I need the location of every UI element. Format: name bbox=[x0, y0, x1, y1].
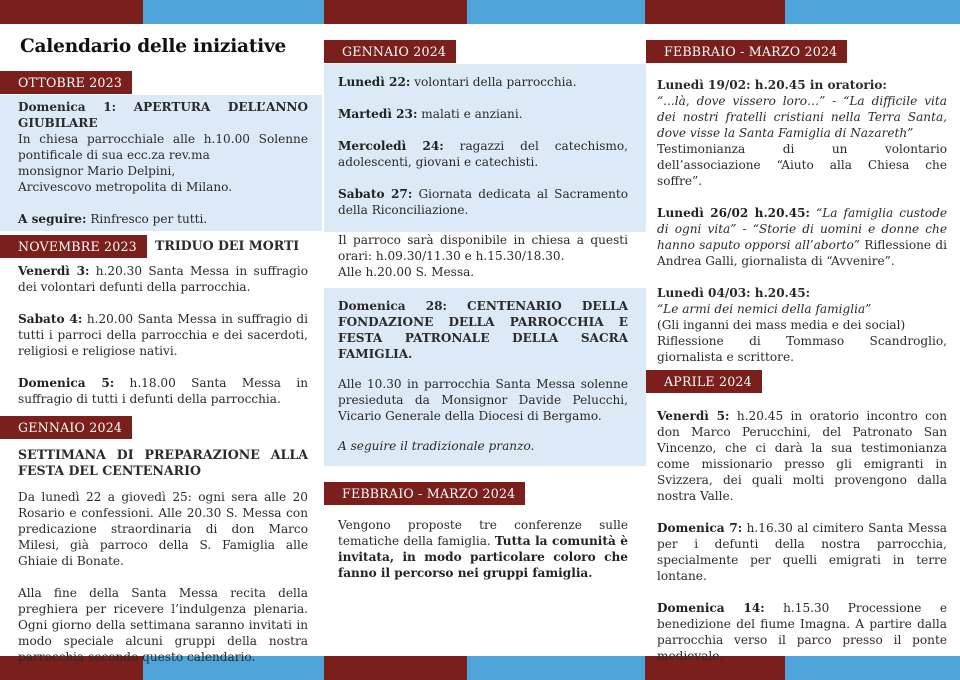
sabato-extra1: Il parroco sarà disponibile in chiesa a questi orari: h.09.30/11.30 e h.15.30/18.30. bbox=[338, 233, 628, 263]
conf3-italic: “Le armi dei nemici della famiglia” bbox=[657, 302, 872, 316]
day-item: Mercoledì 24: ragazzi del catechismo, adolescenti, giovani e catechisti. bbox=[338, 139, 628, 169]
aprile-item: Domenica 7: h.16.30 al cimitero Santa Messa per i defunti della nostra parrocchia, specialmente per quelli emigrati in terre lontane. bbox=[657, 521, 947, 583]
novembre-item: Venerdì 3: h.20.30 Santa Messa in suffragio dei volontari defunti della parrocchia. bbox=[18, 264, 308, 294]
ottobre-text: In chiesa parrocchiale alle h.10.00 Solenne pontificale di sua ecc.za rev.ma bbox=[18, 132, 308, 162]
aprile-item: Domenica 14: h.15.30 Processione e benedizione del fiume Imagna. A partire dalla parrocchia verso il parco presso il ponte medievale. bbox=[657, 601, 947, 663]
febbraio-intro-text: Vengono proposte tre conferenze sulle tematiche della famiglia. bbox=[338, 518, 628, 548]
ottobre-follow-label: A seguire: bbox=[18, 212, 87, 226]
domenica28-text: Alle 10.30 in parrocchia Santa Messa solenne presieduta da Monsignor Davide Pelucchi, Vicario Generale della Diocesi di Bergamo. bbox=[338, 377, 628, 423]
aprile-list bbox=[657, 408, 947, 664]
settimana-heading: SETTIMANA DI PREPARAZIONE ALLA FESTA DEL CENTENARIO bbox=[18, 447, 308, 478]
tag-gennaio-2024-left: GENNAIO 2024 bbox=[0, 416, 132, 439]
settimana-p2: Alla fine della Santa Messa recita della preghiera per ricevere l’indulgenza plenaria. Ogni giorno della settimana saranno invitati in modo speciale alcuni gruppi della nostra parrocchia secondo questo calendario. bbox=[18, 586, 308, 664]
day-item: Sabato 27: Giornata dedicata al Sacramento della Riconciliazione. bbox=[338, 187, 628, 217]
ottobre-line3: Arcivescovo metropolita di Milano. bbox=[18, 180, 233, 194]
tag-gennaio-2024-center: GENNAIO 2024 bbox=[324, 40, 456, 63]
tag-febbraio-marzo-center: FEBBRAIO - MARZO 2024 bbox=[324, 482, 525, 505]
conf3-text2: Riflessione di Tommaso Scandroglio, giornalista e scrittore. bbox=[657, 334, 947, 364]
sabato-extra bbox=[338, 232, 628, 280]
conf2-italic: “La famiglia custode di ogni vita” - “Storie di uomini e donne che hanno saputo opporsi all’aborto” bbox=[657, 206, 947, 252]
gennaio-days-block bbox=[324, 64, 646, 232]
domenica28-heading: Domenica 28: CENTENARIO DELLA FONDAZIONE DELLA PARROCCHIA E FESTA PATRONALE DELLA SACRA FAMIGLIA. bbox=[338, 299, 628, 361]
febbraio-intro-bold: Tutta la comunità è invitata, in modo particolare coloro che fanno il percorso nei gruppi famiglia. bbox=[338, 534, 629, 580]
conf2-label: Lunedì 26/02 h.20.45: bbox=[657, 206, 811, 220]
domenica28-block bbox=[324, 288, 646, 466]
novembre-item: Domenica 5: h.18.00 Santa Messa in suffragio di tutti i defunti della parrocchia. bbox=[18, 376, 308, 406]
tag-aprile-2024: APRILE 2024 bbox=[646, 370, 762, 393]
conf1-italic: “...là, dove vissero loro…” - “La difficile vita dei nostri fratelli cristiani nella Terra Santa, dove visse la Santa Famiglia di Nazareth” bbox=[657, 94, 947, 140]
sabato-extra2: Alle h.20.00 S. Messa. bbox=[338, 265, 475, 279]
settimana-p1: Da lunedì 22 a giovedì 25: ogni sera alle 20 Rosario e confessioni. Alle 20.30 S. Messa con predicazione straordinaria di don Marco Milesi, già parroco della S. Famiglia alle Ghiaie di Bonate. bbox=[18, 490, 308, 568]
novembre-list bbox=[18, 263, 308, 407]
tag-febbraio-marzo-right: FEBBRAIO - MARZO 2024 bbox=[646, 40, 847, 63]
day-item: Lunedì 22: volontari della parrocchia. bbox=[338, 75, 577, 89]
conferenze-block bbox=[657, 77, 947, 365]
febbraio-intro bbox=[338, 517, 628, 581]
top-stripe bbox=[0, 0, 960, 24]
ottobre-line2: monsignor Mario Delpini, bbox=[18, 164, 176, 178]
conf3-text1: (Gli inganni dei mass media e dei social) bbox=[657, 318, 906, 332]
tag-ottobre-2023: OTTOBRE 2023 bbox=[0, 71, 132, 94]
conf1-text: Testimonianza di un volontario dell’associazione “Aiuto alla Chiesa che soffre”. bbox=[657, 142, 947, 188]
conf3-label: Lunedì 04/03: h.20.45: bbox=[657, 286, 811, 300]
novembre-item: Sabato 4: h.20.00 Santa Messa in suffragio di tutti i parroci della parrocchia e dei sacerdoti, religiosi e religiose nativi. bbox=[18, 312, 308, 358]
aprile-item: Venerdì 5: h.20.45 in oratorio incontro con don Marco Perucchini, del Patronato San Vincenzo, che ci darà la sua testimonianza come missionario presso gli emigranti in Svizzera, dei quali molti provengono dalla nostra Valle. bbox=[657, 409, 947, 503]
ottobre-heading: Domenica 1: APERTURA DELL’ANNO GIUBILARE bbox=[18, 100, 308, 130]
tag-novembre-2023: NOVEMBRE 2023 bbox=[0, 235, 147, 258]
conf2-text: Riflessione di Andrea Galli, giornalista di “Avvenire”. bbox=[657, 238, 947, 268]
domenica28-note: A seguire il tradizionale pranzo. bbox=[338, 439, 535, 453]
ottobre-follow-text: Rinfresco per tutti. bbox=[86, 212, 208, 226]
ottobre-block bbox=[0, 95, 322, 231]
day-item: Martedì 23: malati e anziani. bbox=[338, 107, 523, 121]
triduo-heading: TRIDUO DEI MORTI bbox=[155, 238, 300, 253]
settimana-block bbox=[18, 447, 308, 665]
conf1-label: Lunedì 19/02: h.20.45 in oratorio: bbox=[657, 78, 887, 92]
page-title: Calendario delle iniziative bbox=[20, 36, 287, 57]
